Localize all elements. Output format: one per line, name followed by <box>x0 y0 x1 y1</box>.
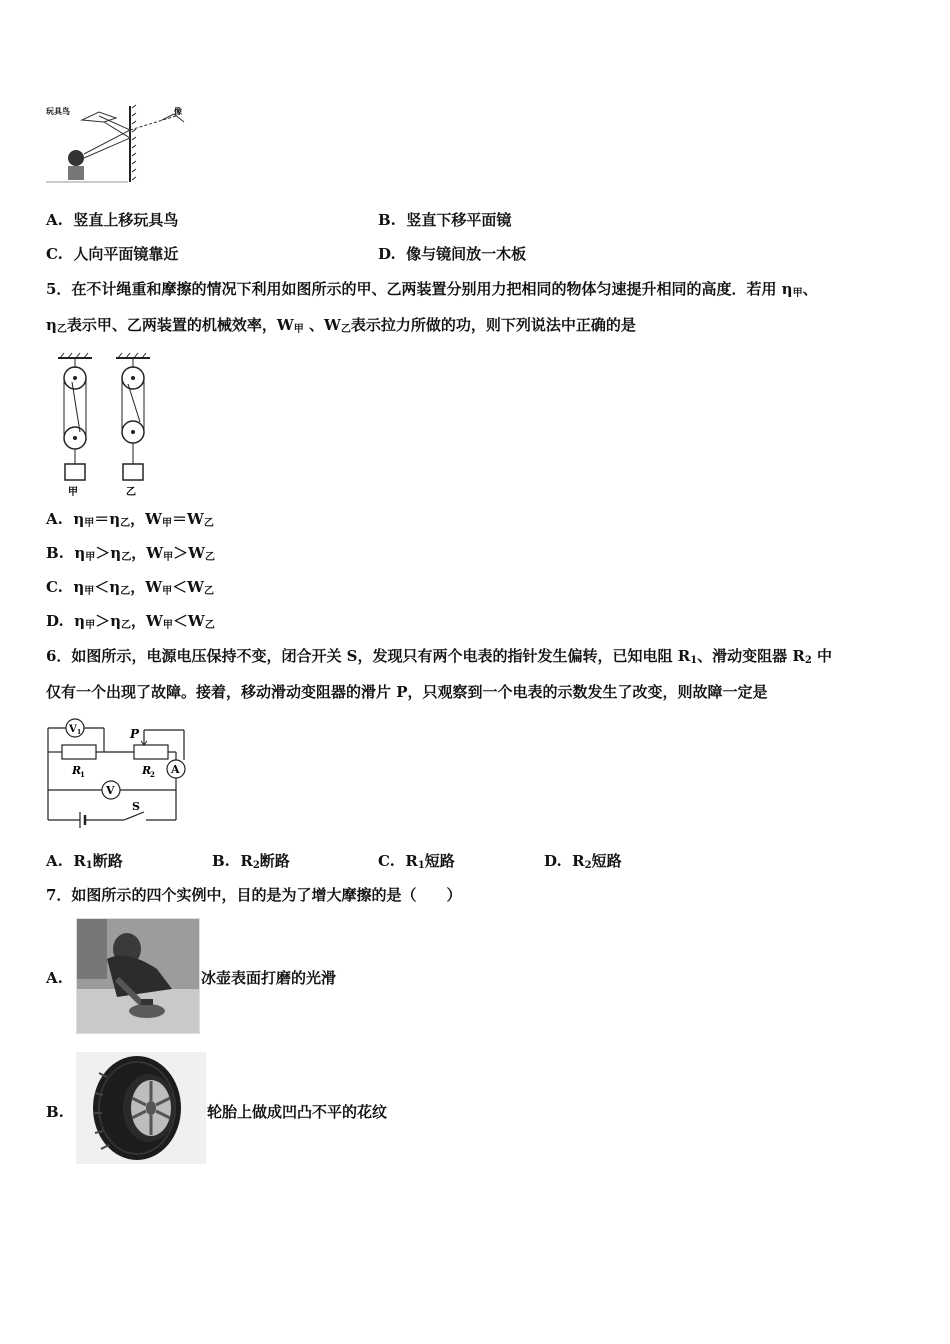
option-text: 竖直上移玩具鸟 <box>73 211 179 229</box>
ammeter-label: A <box>171 763 180 776</box>
q7-stem: 7．如图所示的四个实例中，目的是为了增大摩擦的是（ ） <box>46 886 462 904</box>
switch-label: S <box>132 800 140 813</box>
q6-stem-line2: 仅有一个出现了故障。接着，移动滑动变阻器的滑片 P，只观察到一个电表的示数发生了改变，则故障一定是 <box>46 683 768 701</box>
svg-text:1: 1 <box>80 770 85 779</box>
option-a[interactable] <box>46 210 178 230</box>
q5-stem-line2: $\eta_乙$表示甲、乙两装置的机械效率，$W_甲$ 、$W_乙$表示拉力所做的功，则下列说法中正确的是 <box>46 316 636 335</box>
circuit-figure <box>44 716 192 832</box>
q7-option-a-letter[interactable]: A. <box>46 969 63 987</box>
option-letter: A. <box>46 211 63 229</box>
slider-label: P <box>130 727 140 741</box>
label-jia: 甲 <box>68 487 78 498</box>
q6-option-c[interactable]: C. $R_1$短路 <box>378 852 455 871</box>
q5-option-b[interactable]: B. $\eta_甲>\eta_乙$，$W_甲>W_乙$ <box>46 544 215 563</box>
pulley-figure <box>50 352 160 498</box>
q6-stem-line1: 6．如图所示，电源电压保持不变，闭合开关 S，发现只有两个电表的指针发生偏转，已知电阻 $R_1$、滑动变阻器 $R_2$ 中 <box>46 647 833 666</box>
option-b[interactable] <box>378 210 511 230</box>
option-c[interactable] <box>46 244 178 264</box>
image-label: 像 <box>174 107 182 116</box>
option-text: 人向平面镜靠近 <box>73 245 179 263</box>
r1-label: R <box>72 764 82 777</box>
q6-option-d[interactable]: D. $R_2$短路 <box>544 852 622 871</box>
toy-bird-label: 玩具鸟 <box>46 107 70 116</box>
q7-option-b-letter[interactable]: B. <box>46 1103 64 1121</box>
q6-option-a[interactable]: A. $R_1$断路 <box>46 852 123 871</box>
svg-text:2: 2 <box>150 770 155 779</box>
q5-stem-line1: 5．在不计绳重和摩擦的情况下利用如图所示的甲、乙两装置分别用力把相同的物体匀速提升相同的高度．若用 $\eta_甲$、 <box>46 280 818 299</box>
r2-label: R <box>142 764 152 777</box>
tire-photo <box>76 1052 206 1164</box>
option-text: 像与镜间放一木板 <box>406 245 527 263</box>
option-d[interactable] <box>378 244 526 264</box>
option-letter: C. <box>46 245 63 263</box>
svg-text:1: 1 <box>77 729 82 736</box>
label-yi: 乙 <box>126 487 136 498</box>
q7-option-a-text[interactable]: 冰壶表面打磨的光滑 <box>201 969 337 987</box>
option-letter: D. <box>378 245 396 263</box>
q5-option-d[interactable]: D. $\eta_甲>\eta_乙$，$W_甲<W_乙$ <box>46 612 215 631</box>
option-text: 竖直下移平面镜 <box>406 211 512 229</box>
curling-photo <box>76 918 200 1034</box>
q5-option-a[interactable]: A. $\eta_甲=\eta_乙$，$W_甲=W_乙$ <box>46 510 214 529</box>
mirror-figure <box>44 102 194 186</box>
voltmeter-label: V <box>106 784 115 797</box>
q7-option-b-text[interactable]: 轮胎上做成凹凸不平的花纹 <box>207 1103 388 1121</box>
option-letter: B. <box>378 211 396 229</box>
voltmeter1-label: V <box>69 724 77 735</box>
q6-option-b[interactable]: B. $R_2$断路 <box>212 852 290 871</box>
q5-option-c[interactable]: C. $\eta_甲<\eta_乙$，$W_甲<W_乙$ <box>46 578 214 597</box>
